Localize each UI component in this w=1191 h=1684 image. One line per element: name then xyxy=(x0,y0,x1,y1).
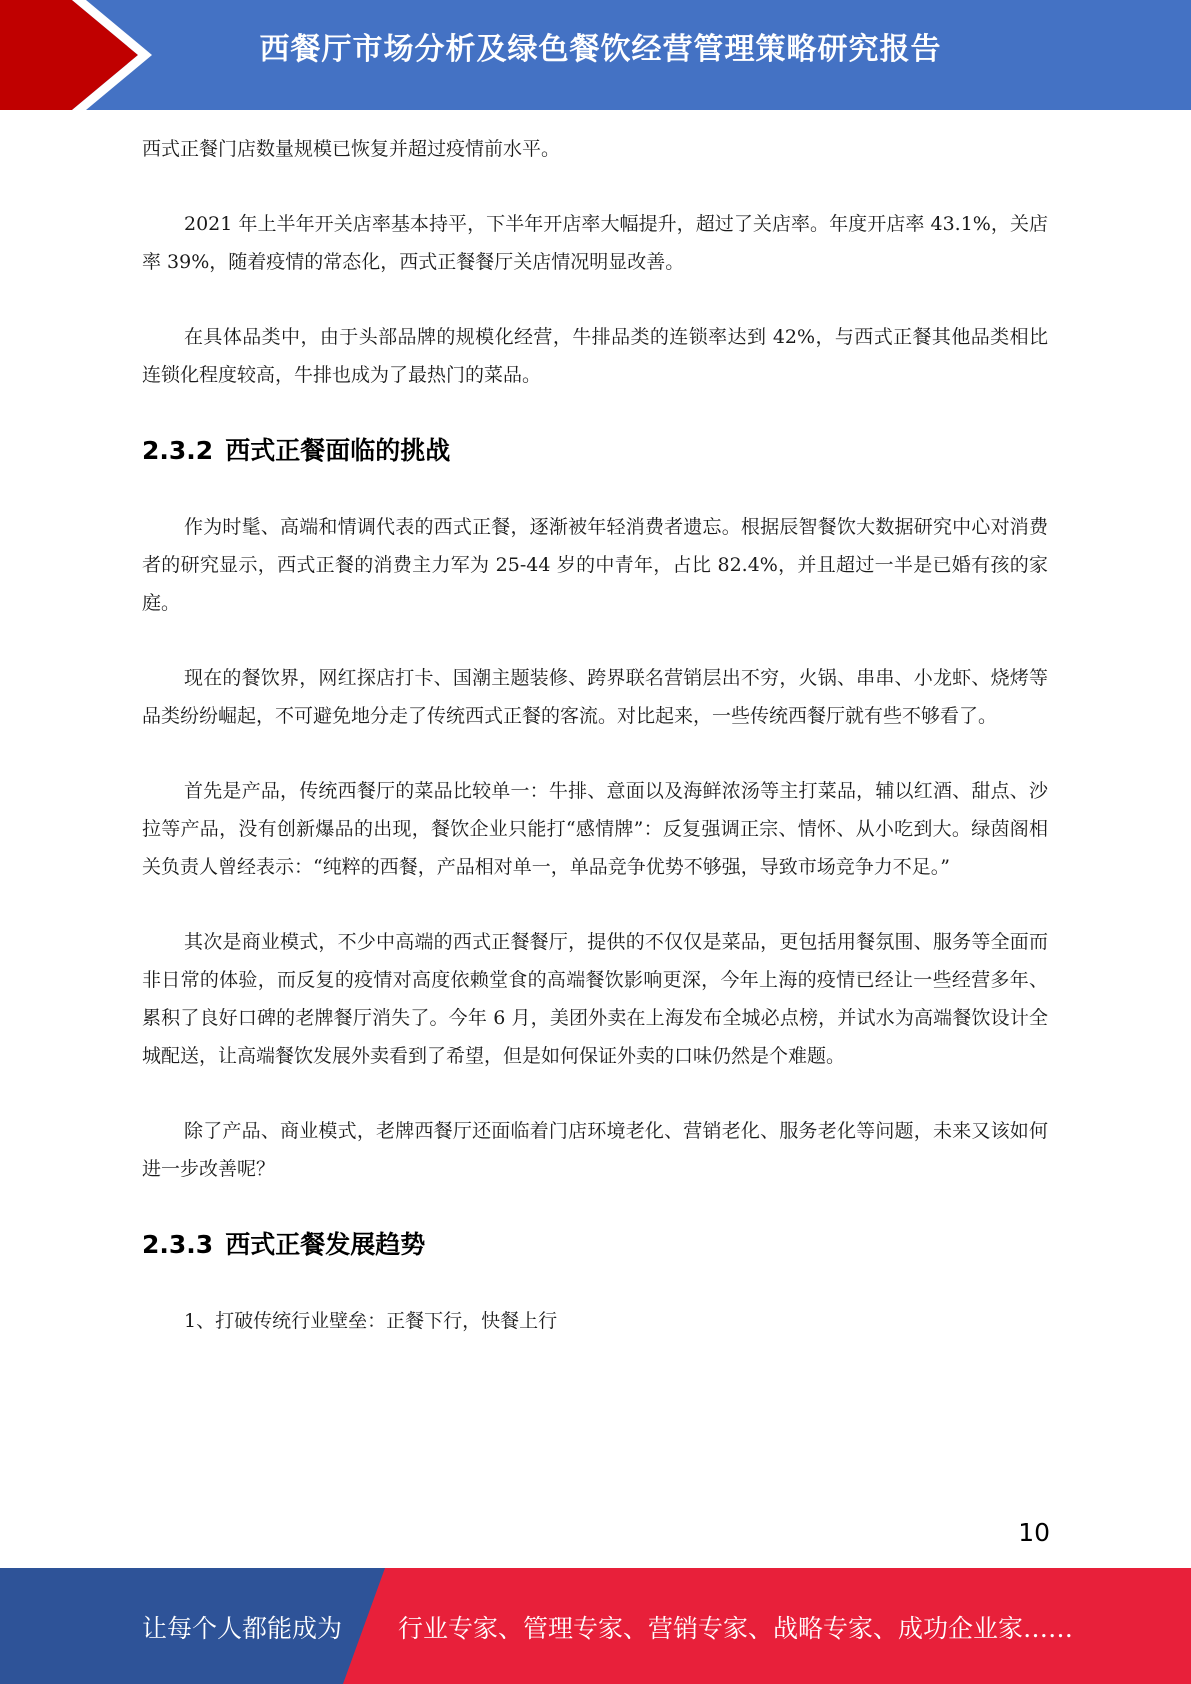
document-body xyxy=(142,130,1048,1377)
section-number: 2.3.3 xyxy=(142,1230,214,1259)
header-red-arrow xyxy=(0,0,150,110)
paragraph-3: 在具体品类中，由于头部品牌的规模化经营，牛排品类的连锁率达到 42%，与西式正餐其他品类相比连锁化程度较高，牛排也成为了最热门的菜品。 xyxy=(142,326,1048,386)
paragraph-1: 西式正餐门店数量规模已恢复并超过疫情前水平。 xyxy=(142,138,561,160)
paragraph-5: 现在的餐饮界，网红探店打卡、国潮主题装修、跨界联名营销层出不穷，火锅、串串、小龙虾、烧烤等品类纷纷崛起，不可避免地分走了传统西式正餐的客流。对比起来，一些传统西餐厅就有些不够看了。 xyxy=(142,667,1048,727)
section-title: 西式正餐面临的挑战 xyxy=(225,436,451,465)
section-title: 西式正餐发展趋势 xyxy=(225,1230,426,1259)
footer-slogan-left: 让每个人都能成为 xyxy=(142,1614,343,1643)
section-heading-2-3-2 xyxy=(142,431,1048,471)
paragraph-8: 除了产品、商业模式，老牌西餐厅还面临着门店环境老化、营销老化、服务老化等问题，未来又该如何进一步改善呢？ xyxy=(142,1120,1048,1180)
section-number: 2.3.2 xyxy=(142,436,214,465)
paragraph-2: 2021 年上半年开关店率基本持平，下半年开店率大幅提升，超过了关店率。年度开店率 43.1%，关店率 39%，随着疫情的常态化，西式正餐餐厅关店情况明显改善。 xyxy=(142,213,1048,273)
footer-slogan-right: 行业专家、管理专家、营销专家、战略专家、成功企业家…… xyxy=(398,1614,1074,1643)
page-number: 10 xyxy=(1018,1518,1050,1547)
paragraph-6: 首先是产品，传统西餐厅的菜品比较单一：牛排、意面以及海鲜浓汤等主打菜品，辅以红酒、甜点、沙拉等产品，没有创新爆品的出现，餐饮企业只能打“感情牌”：反复强调正宗、情怀、从小吃到大。绿茵阁相关负责人曾经表示：“纯粹的西餐，产品相对单一，单品竞争优势不够强，导致市场竞争力不足。” xyxy=(142,780,1048,878)
section-heading-2-3-3 xyxy=(142,1225,1048,1265)
report-title: 西餐厅市场分析及绿色餐饮经营管理策略研究报告 xyxy=(259,32,942,67)
paragraph-4: 作为时髦、高端和情调代表的西式正餐，逐渐被年轻消费者遗忘。根据辰智餐饮大数据研究中心对消费者的研究显示，西式正餐的消费主力军为 25-44 岁的中青年，占比 82.4%，并且超过一半是已婚有孩的家庭。 xyxy=(142,516,1048,614)
page-header xyxy=(0,0,1191,110)
paragraph-9: 1、打破传统行业壁垒：正餐下行，快餐上行 xyxy=(184,1310,558,1332)
page-footer xyxy=(0,1568,1191,1684)
paragraph-7: 其次是商业模式，不少中高端的西式正餐餐厅，提供的不仅仅是菜品，更包括用餐氛围、服务等全面而非日常的体验，而反复的疫情对高度依赖堂食的高端餐饮影响更深，今年上海的疫情已经让一些经营多年、累积了良好口碑的老牌餐厅消失了。今年 6 月，美团外卖在上海发布全城必点榜，并试水为高端餐饮设计全城配送，让高端餐饮发展外卖看到了希望，但是如何保证外卖的口味仍然是个难题。 xyxy=(142,931,1048,1067)
